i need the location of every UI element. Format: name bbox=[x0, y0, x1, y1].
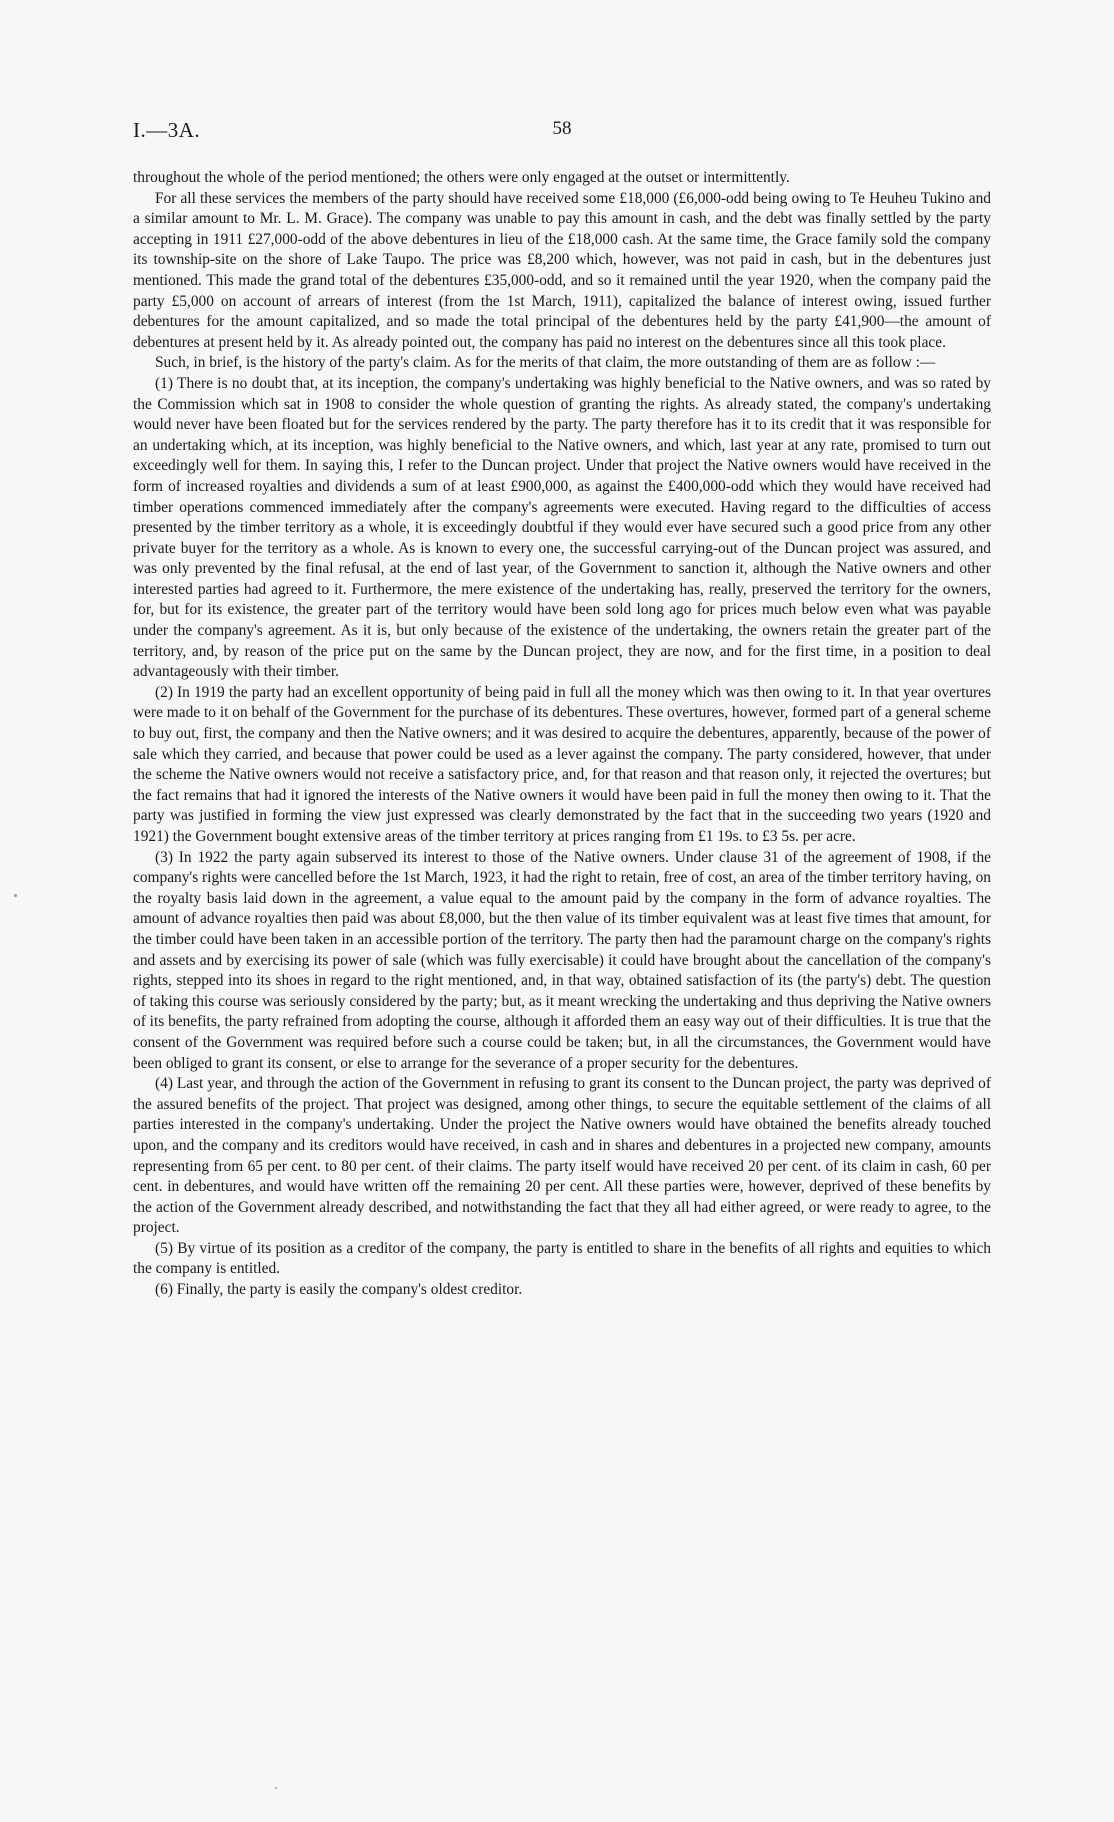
paragraph-claim-history: Such, in brief, is the history of the party's claim. As for the merits of that claim, the more outstanding of them are as follow :— bbox=[155, 354, 936, 372]
body-text bbox=[133, 168, 991, 1301]
page-header bbox=[133, 118, 991, 144]
paragraph-merit-2: (2) In 1919 the party had an excellent opportunity of being paid in full all the money which was then owing to it. In that year overtures were made to it on behalf of the Government for the purchase of its debentures. These overtures, however, formed part of a general scheme to buy out, first, the company and then the Native owners; and it was desired to acquire the debentures, apparently, because of the power of sale which they carried, and because that power could be used as a lever against the company. The party considered, however, that under the scheme the Native owners would not receive a satisfactory price, and, for that reason and that reason only, it rejected the overtures; but the fact remains that had it ignored the interests of the Native owners it would have been paid in full the money then owing to it. That the party was justified in forming the view just expressed was clearly demonstrated by the fact that in the succeeding two years (1920 and 1921) the Government bought extensive areas of the timber territory at prices ranging from £1 19s. to £3 5s. per acre. bbox=[133, 683, 991, 845]
paragraph-merit-1: (1) There is no doubt that, at its inception, the company's undertaking was highly beneficial to the Native owners, and was so rated by the Commission which sat in 1908 to consider the whole question of granting the rights. As already stated, the company's undertaking would never have been floated but for the services rendered by the party. The party therefore has it to its credit that it was responsible for an undertaking which, at its inception, was highly beneficial to the Native owners, and which, last year at any rate, promised to turn out exceedingly well for them. In saying this, I refer to the Duncan project. Under that project the Native owners would have received in the form of increased royalties and dividends a sum of at least £900,000, as against the £400,000-odd which they would have received had timber operations commenced immediately after the company's agreements were executed. Having regard to the difficulties of access presented by the timber territory as a whole, it is exceedingly doubtful if they would ever have secured such a good price from any other private buyer for the territory as a whole. As is known to every one, the successful carrying-out of the Duncan project was assured, and was only prevented by the final refusal, at the end of last year, of the Government to sanction it, although the Native owners and other interested parties had agreed to it. Furthermore, the mere existence of the undertaking has, really, preserved the territory for the owners, for, but for its existence, the greater part of the territory would have been sold long ago for prices much below even what was payable under the company's agreement. As it is, but only because of the existence of the undertaking, the owners retain the greater part of the territory, and, by reason of the price put on the same by the Duncan project, they are now, and for the first time, in a position to deal advantageously with their timber. bbox=[133, 374, 991, 681]
paragraph-merit-5: (5) By virtue of its position as a creditor of the company, the party is entitled to share in the benefits of all rights and equities to which the company is entitled. bbox=[133, 1239, 991, 1278]
paragraph-continuation: throughout the whole of the period mentioned; the others were only engaged at the outset or intermittently. bbox=[133, 169, 790, 186]
page-number: 58 bbox=[552, 118, 572, 139]
paragraph-merit-4: (4) Last year, and through the action of the Government in refusing to grant its consent to the Duncan project, the party was deprived of the assured benefits of the project. That project was designed, among other things, to secure the equitable settlement of the claims of all parties interested in the company's undertaking. Under the project the Native owners would have obtained the benefits already touched upon, and the company and its creditors would have received, in cash and in shares and debentures in a projected new company, amounts representing from 65 per cent. to 80 per cent. of their claims. The party itself would have received 20 per cent. of its claim in cash, 60 per cent. in debentures, and would have written off the remaining 20 per cent. All these parties were, however, deprived of these benefits by the action of the Government already described, and notwithstanding the fact that they all had either agreed, or were ready to agree, to the project. bbox=[133, 1075, 991, 1237]
scan-speck bbox=[275, 1787, 277, 1789]
scan-speck bbox=[14, 894, 17, 897]
paragraph-merit-6: (6) Finally, the party is easily the company's oldest creditor. bbox=[155, 1281, 523, 1299]
paragraph-merit-3: (3) In 1922 the party again subserved its interest to those of the Native owners. Under clause 31 of the agreement of 1908, if the company's rights were cancelled before the 1st March, 1923, it had the right to retain, free of cost, an area of the timber territory having, on the royalty basis laid down in the agreement, a value equal to the amount paid by the company in the form of advance royalties. The amount of advance royalties then paid was about £8,000, but the then value of its timber equivalent was at least five times that amount, for the timber could have been taken in an accessible portion of the territory. The party then had the paramount charge on the company's rights and assets and by exercising its power of sale (which was fully exercisable) it could have brought about the cancellation of the company's rights, stepped into its shoes in regard to the right mentioned, and, in that way, obtained satisfaction of its (the party's) debt. The question of taking this course was seriously considered by the party; but, as it meant wrecking the undertaking and thus depriving the Native owners of its benefits, the party refrained from adopting the course, although it afforded them an easy way out of their difficulties. It is true that the consent of the Government was required before such a course could be taken; but, in all the circumstances, the Government would have been obliged to grant its consent, or else to arrange for the severance of a proper security for the debentures. bbox=[133, 848, 991, 1072]
paragraph-services-debentures: For all these services the members of the party should have received some £18,000 (£6,000-odd being owing to Te Heuheu Tukino and a similar amount to Mr. L. M. Grace). The company was unable to pay this amount in cash, and the debt was finally settled by the party accepting in 1911 £27,000-odd of the above debentures in lieu of the £18,000 cash. At the same time, the Grace family sold the company its township-site on the shore of Lake Taupo. The price was £8,200 which, however, was not paid in cash, but in the debentures just mentioned. This made the grand total of the debentures £35,000-odd, and so it remained until the year 1920, when the company paid the party £5,000 on account of arrears of interest (from the 1st March, 1911), capitalized the balance of interest owing, issued further debentures for the amount capitalized, and so made the total principal of the debentures held by the party £41,900—the amount of debentures at present held by it. As already pointed out, the company has paid no interest on the debentures since all this took place. bbox=[133, 189, 991, 351]
document-reference: I.—3A. bbox=[133, 118, 201, 142]
